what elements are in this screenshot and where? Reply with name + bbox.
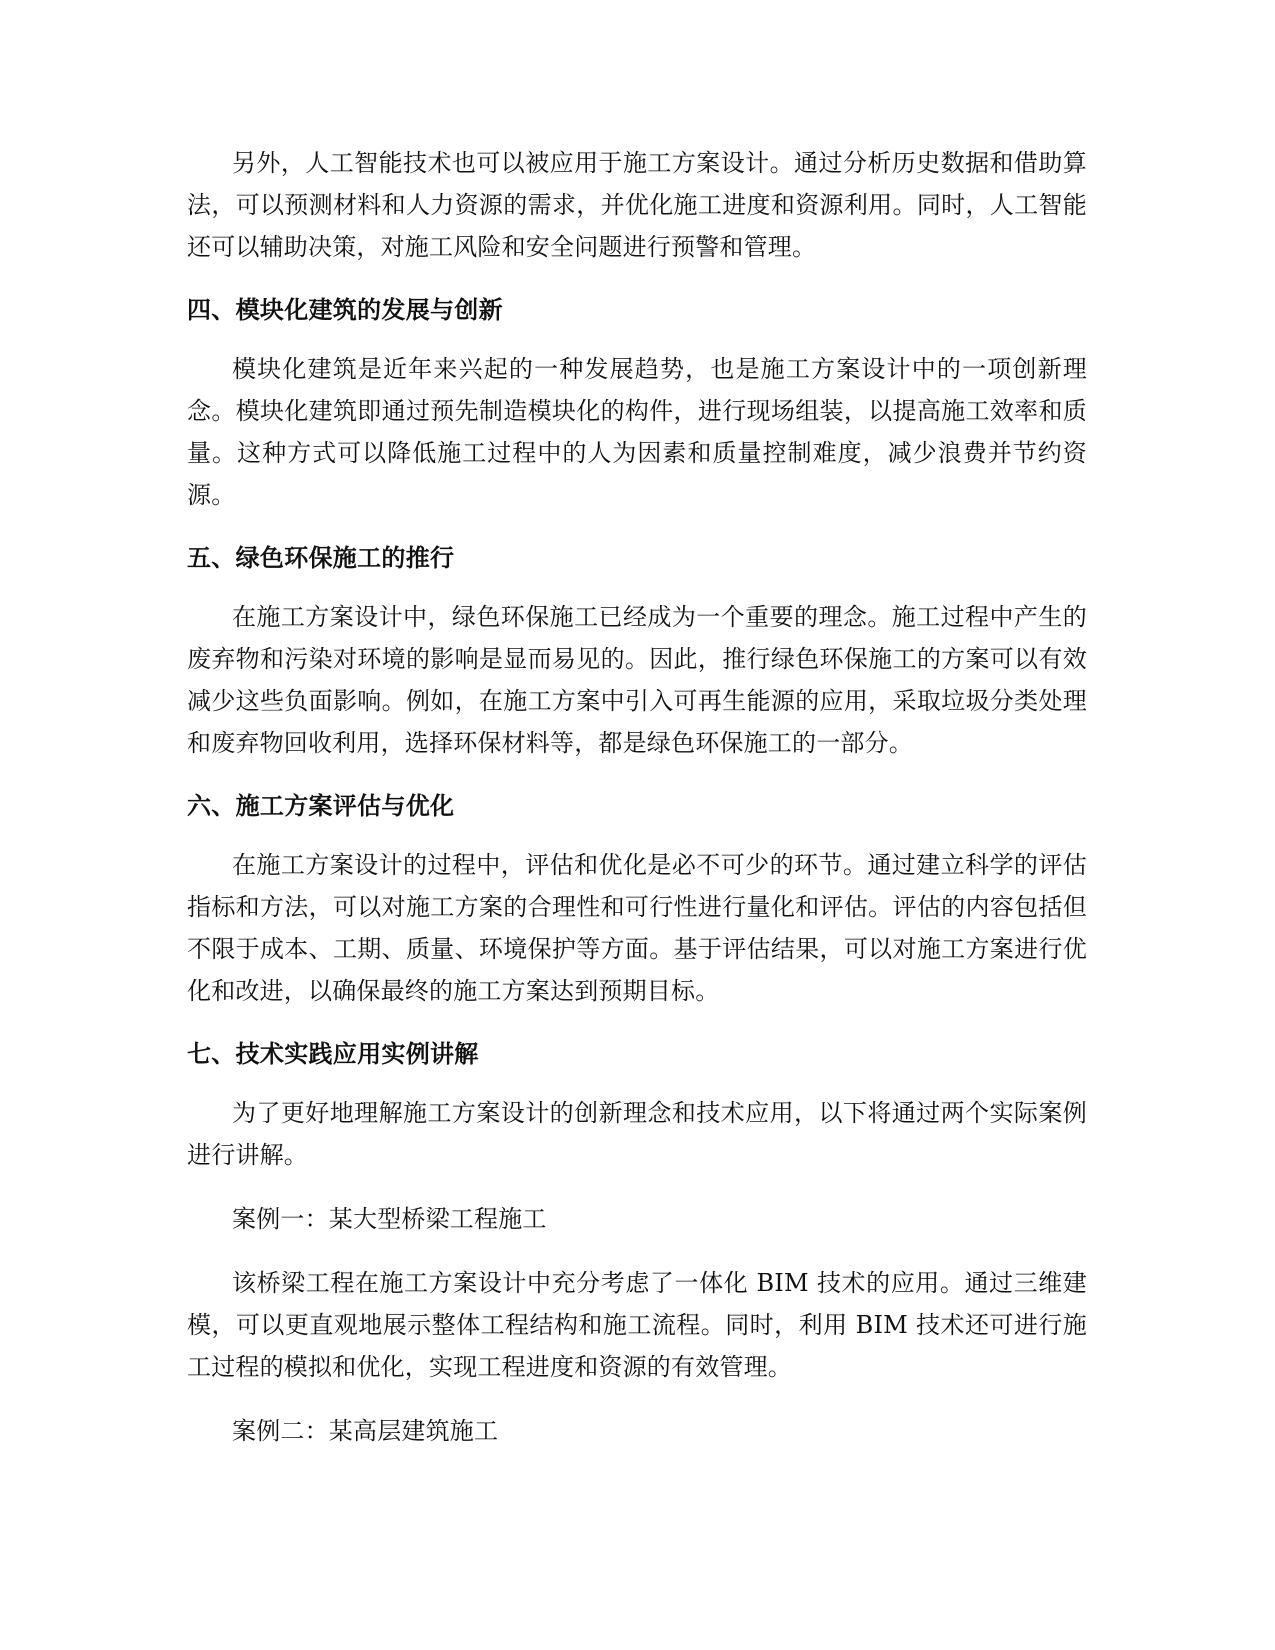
paragraph-green-construction: 在施工方案设计中，绿色环保施工已经成为一个重要的理念。施工过程中产生的废弃物和污染对环境的影响是显而易见的。因此，推行绿色环保施工的方案可以有效减少这些负面影响。例如，在施工方案中引入可再生能源的应用，采取垃圾分类处理和废弃物回收利用，选择环保材料等，都是绿色环保施工的一部分。 [187,603,1087,757]
paragraph-case-intro: 为了更好地理解施工方案设计的创新理念和技术应用，以下将通过两个实际案例进行讲解。 [187,1099,1087,1169]
section-heading-5: 五、绿色环保施工的推行 [187,544,455,572]
case-two-title: 案例二：某高层建筑施工 [232,1417,499,1445]
document-body [187,142,1087,1452]
paragraph-ai-application: 另外，人工智能技术也可以被应用于施工方案设计。通过分析历史数据和借助算法，可以预测材料和人力资源的需求，并优化施工进度和资源利用。同时，人工智能还可以辅助决策，对施工风险和安全问题进行预警和管理。 [187,149,1087,261]
section-heading-6: 六、施工方案评估与优化 [187,792,455,820]
paragraph-case-one: 该桥梁工程在施工方案设计中充分考虑了一体化 BIM 技术的应用。通过三维建模，可以更直观地展示整体工程结构和施工流程。同时，利用 BIM 技术还可进行施工过程的模拟和优化，实现工程进度和资源的有效管理。 [187,1269,1087,1381]
paragraph-plan-evaluation: 在施工方案设计的过程中，评估和优化是必不可少的环节。通过建立科学的评估指标和方法，可以对施工方案的合理性和可行性进行量化和评估。评估的内容包括但不限于成本、工期、质量、环境保护等方面。基于评估结果，可以对施工方案进行优化和改进，以确保最终的施工方案达到预期目标。 [187,851,1087,1005]
paragraph-modular-building: 模块化建筑是近年来兴起的一种发展趋势，也是施工方案设计中的一项创新理念。模块化建筑即通过预先制造模块化的构件，进行现场组装，以提高施工效率和质量。这种方式可以降低施工过程中的人为因素和质量控制难度，减少浪费并节约资源。 [187,355,1087,509]
section-heading-7: 七、技术实践应用实例讲解 [187,1040,479,1068]
case-one-title: 案例一：某大型桥梁工程施工 [232,1205,547,1233]
section-heading-4: 四、模块化建筑的发展与创新 [187,296,503,324]
